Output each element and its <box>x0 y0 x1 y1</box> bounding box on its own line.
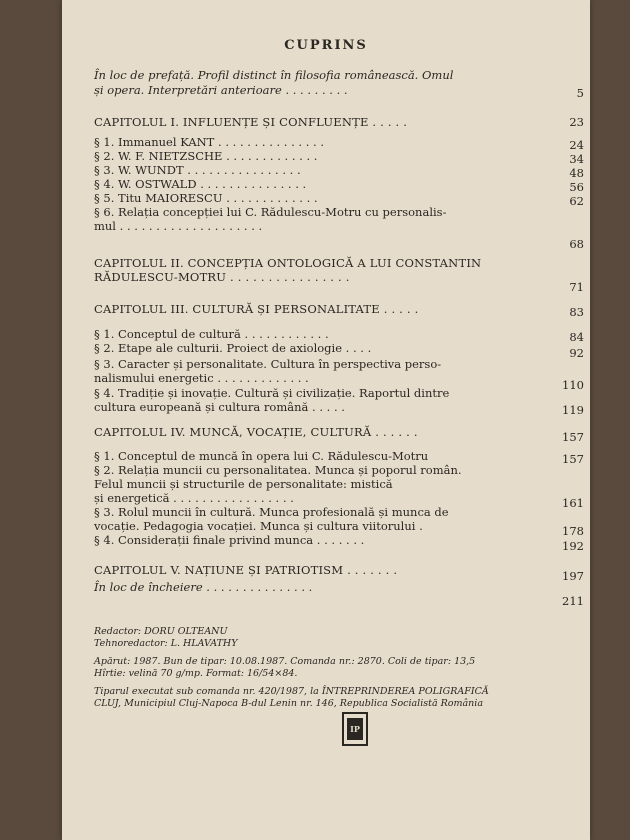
toc-section: § 4. W. OSTWALD . . . . . . . . . . . . . . . <box>94 177 307 191</box>
toc-page: 68 <box>569 237 584 251</box>
toc-section: § 1. Conceptul de cultură . . . . . . . . . . . . <box>94 327 329 341</box>
toc-section: § 3. W. WUNDT . . . . . . . . . . . . . . . . <box>94 163 301 177</box>
toc-page: 157 <box>562 430 584 444</box>
toc-section: și energetică . . . . . . . . . . . . . . . . . <box>94 491 294 505</box>
toc-page: 71 <box>569 280 584 294</box>
printer-logo-icon <box>342 712 368 746</box>
toc-line: În loc de încheiere . . . . . . . . . . . . . . . <box>94 580 313 594</box>
toc-section: § 5. Titu MAIORESCU . . . . . . . . . . . . . <box>94 191 318 205</box>
toc-chapter: CAPITOLUL I. INFLUENȚE ȘI CONFLUENȚE . . . . . <box>94 115 408 129</box>
toc-section: cultura europeană și cultura română . . . . . <box>94 400 345 414</box>
toc-page: 178 <box>562 524 584 538</box>
toc-line: În loc de prefață. Profil distinct în filosofia românească. Omul <box>94 68 454 82</box>
toc-page: 110 <box>562 378 584 392</box>
toc-section: § 1. Conceptul de muncă în opera lui C. Rădulescu-Motru <box>94 449 429 463</box>
toc-chapter: CAPITOLUL V. NAȚIUNE ȘI PATRIOTISM . . . . . . . <box>94 563 398 577</box>
toc-section: nalismului energetic . . . . . . . . . . . . . <box>94 371 309 385</box>
toc-page: 23 <box>569 115 584 129</box>
toc-page: 92 <box>569 346 584 360</box>
imprint-printer-address: CLUJ, Municipiul Cluj-Napoca B-dul Lenin nr. 146, Republica Socialistă România <box>94 698 484 709</box>
toc-chapter: RĂDULESCU-MOTRU . . . . . . . . . . . . . . . . <box>94 270 350 284</box>
toc-section: § 2. Relația muncii cu personalitatea. Munca și poporul român. <box>94 463 462 477</box>
toc-section: vocație. Pedagogia vocației. Munca și cultura viitorului . <box>94 519 423 533</box>
toc-section: § 3. Rolul muncii în cultură. Munca profesională și munca de <box>94 505 449 519</box>
toc-page: 84 <box>569 330 584 344</box>
toc-page: 157 <box>562 452 584 466</box>
toc-page: 34 <box>569 152 584 166</box>
page-title: CUPRINS <box>284 38 368 53</box>
toc-section: § 6. Relația concepției lui C. Rădulescu-Motru cu personalis- <box>94 205 447 219</box>
imprint-printer: Tiparul executat sub comanda nr. 420/1987, la ÎNTREPRINDEREA POLIGRAFICĂ <box>94 686 489 697</box>
toc-page: 197 <box>562 569 584 583</box>
toc-chapter: CAPITOLUL IV. MUNCĂ, VOCAȚIE, CULTURĂ . . . . . . <box>94 425 418 439</box>
toc-section: § 4. Tradiție și inovație. Cultură și civilizație. Raportul dintre <box>94 386 450 400</box>
toc-page: 119 <box>562 403 584 417</box>
logo-mark: IP <box>347 718 363 740</box>
toc-page: 83 <box>569 305 584 319</box>
toc-section: § 2. W. F. NIETZSCHE . . . . . . . . . . . . . <box>94 149 318 163</box>
imprint-technical-editor: Tehnoredactor: L. HLAVATHY <box>94 638 238 649</box>
toc-line: și opera. Interpretări anterioare . . . . . . . . . <box>94 83 348 97</box>
toc-section: mul . . . . . . . . . . . . . . . . . . . . <box>94 219 263 233</box>
toc-chapter: CAPITOLUL III. CULTURĂ ȘI PERSONALITATE . . . . . <box>94 302 419 316</box>
toc-section: § 4. Considerații finale privind munca . . . . . . . <box>94 533 365 547</box>
toc-page: 48 <box>569 166 584 180</box>
imprint-publication: Apărut: 1987. Bun de tipar: 10.08.1987. Comanda nr.: 2870. Coli de tipar: 13,5 <box>94 656 476 667</box>
toc-section: Felul muncii și structurile de personalitate: mistică <box>94 477 393 491</box>
toc-page: 5 <box>576 86 584 100</box>
toc-page: 56 <box>569 180 584 194</box>
toc-page: 211 <box>562 594 584 608</box>
toc-section: § 1. Immanuel KANT . . . . . . . . . . . . . . . <box>94 135 325 149</box>
imprint-editor: Redactor: DORU OLTEANU <box>94 626 228 637</box>
imprint-paper: Hîrtie: velină 70 g/mp. Format: 16/54×84. <box>94 668 298 679</box>
toc-chapter: CAPITOLUL II. CONCEPȚIA ONTOLOGICĂ A LUI CONSTANTIN <box>94 256 482 270</box>
toc-section: § 3. Caracter și personalitate. Cultura în perspectiva perso- <box>94 357 442 371</box>
toc-section: § 2. Etape ale culturii. Proiect de axiologie . . . . <box>94 341 372 355</box>
toc-page: 62 <box>569 194 584 208</box>
toc-page: 161 <box>562 496 584 510</box>
toc-page: 192 <box>562 539 584 553</box>
book-page <box>62 0 590 840</box>
toc-page: 24 <box>569 138 584 152</box>
